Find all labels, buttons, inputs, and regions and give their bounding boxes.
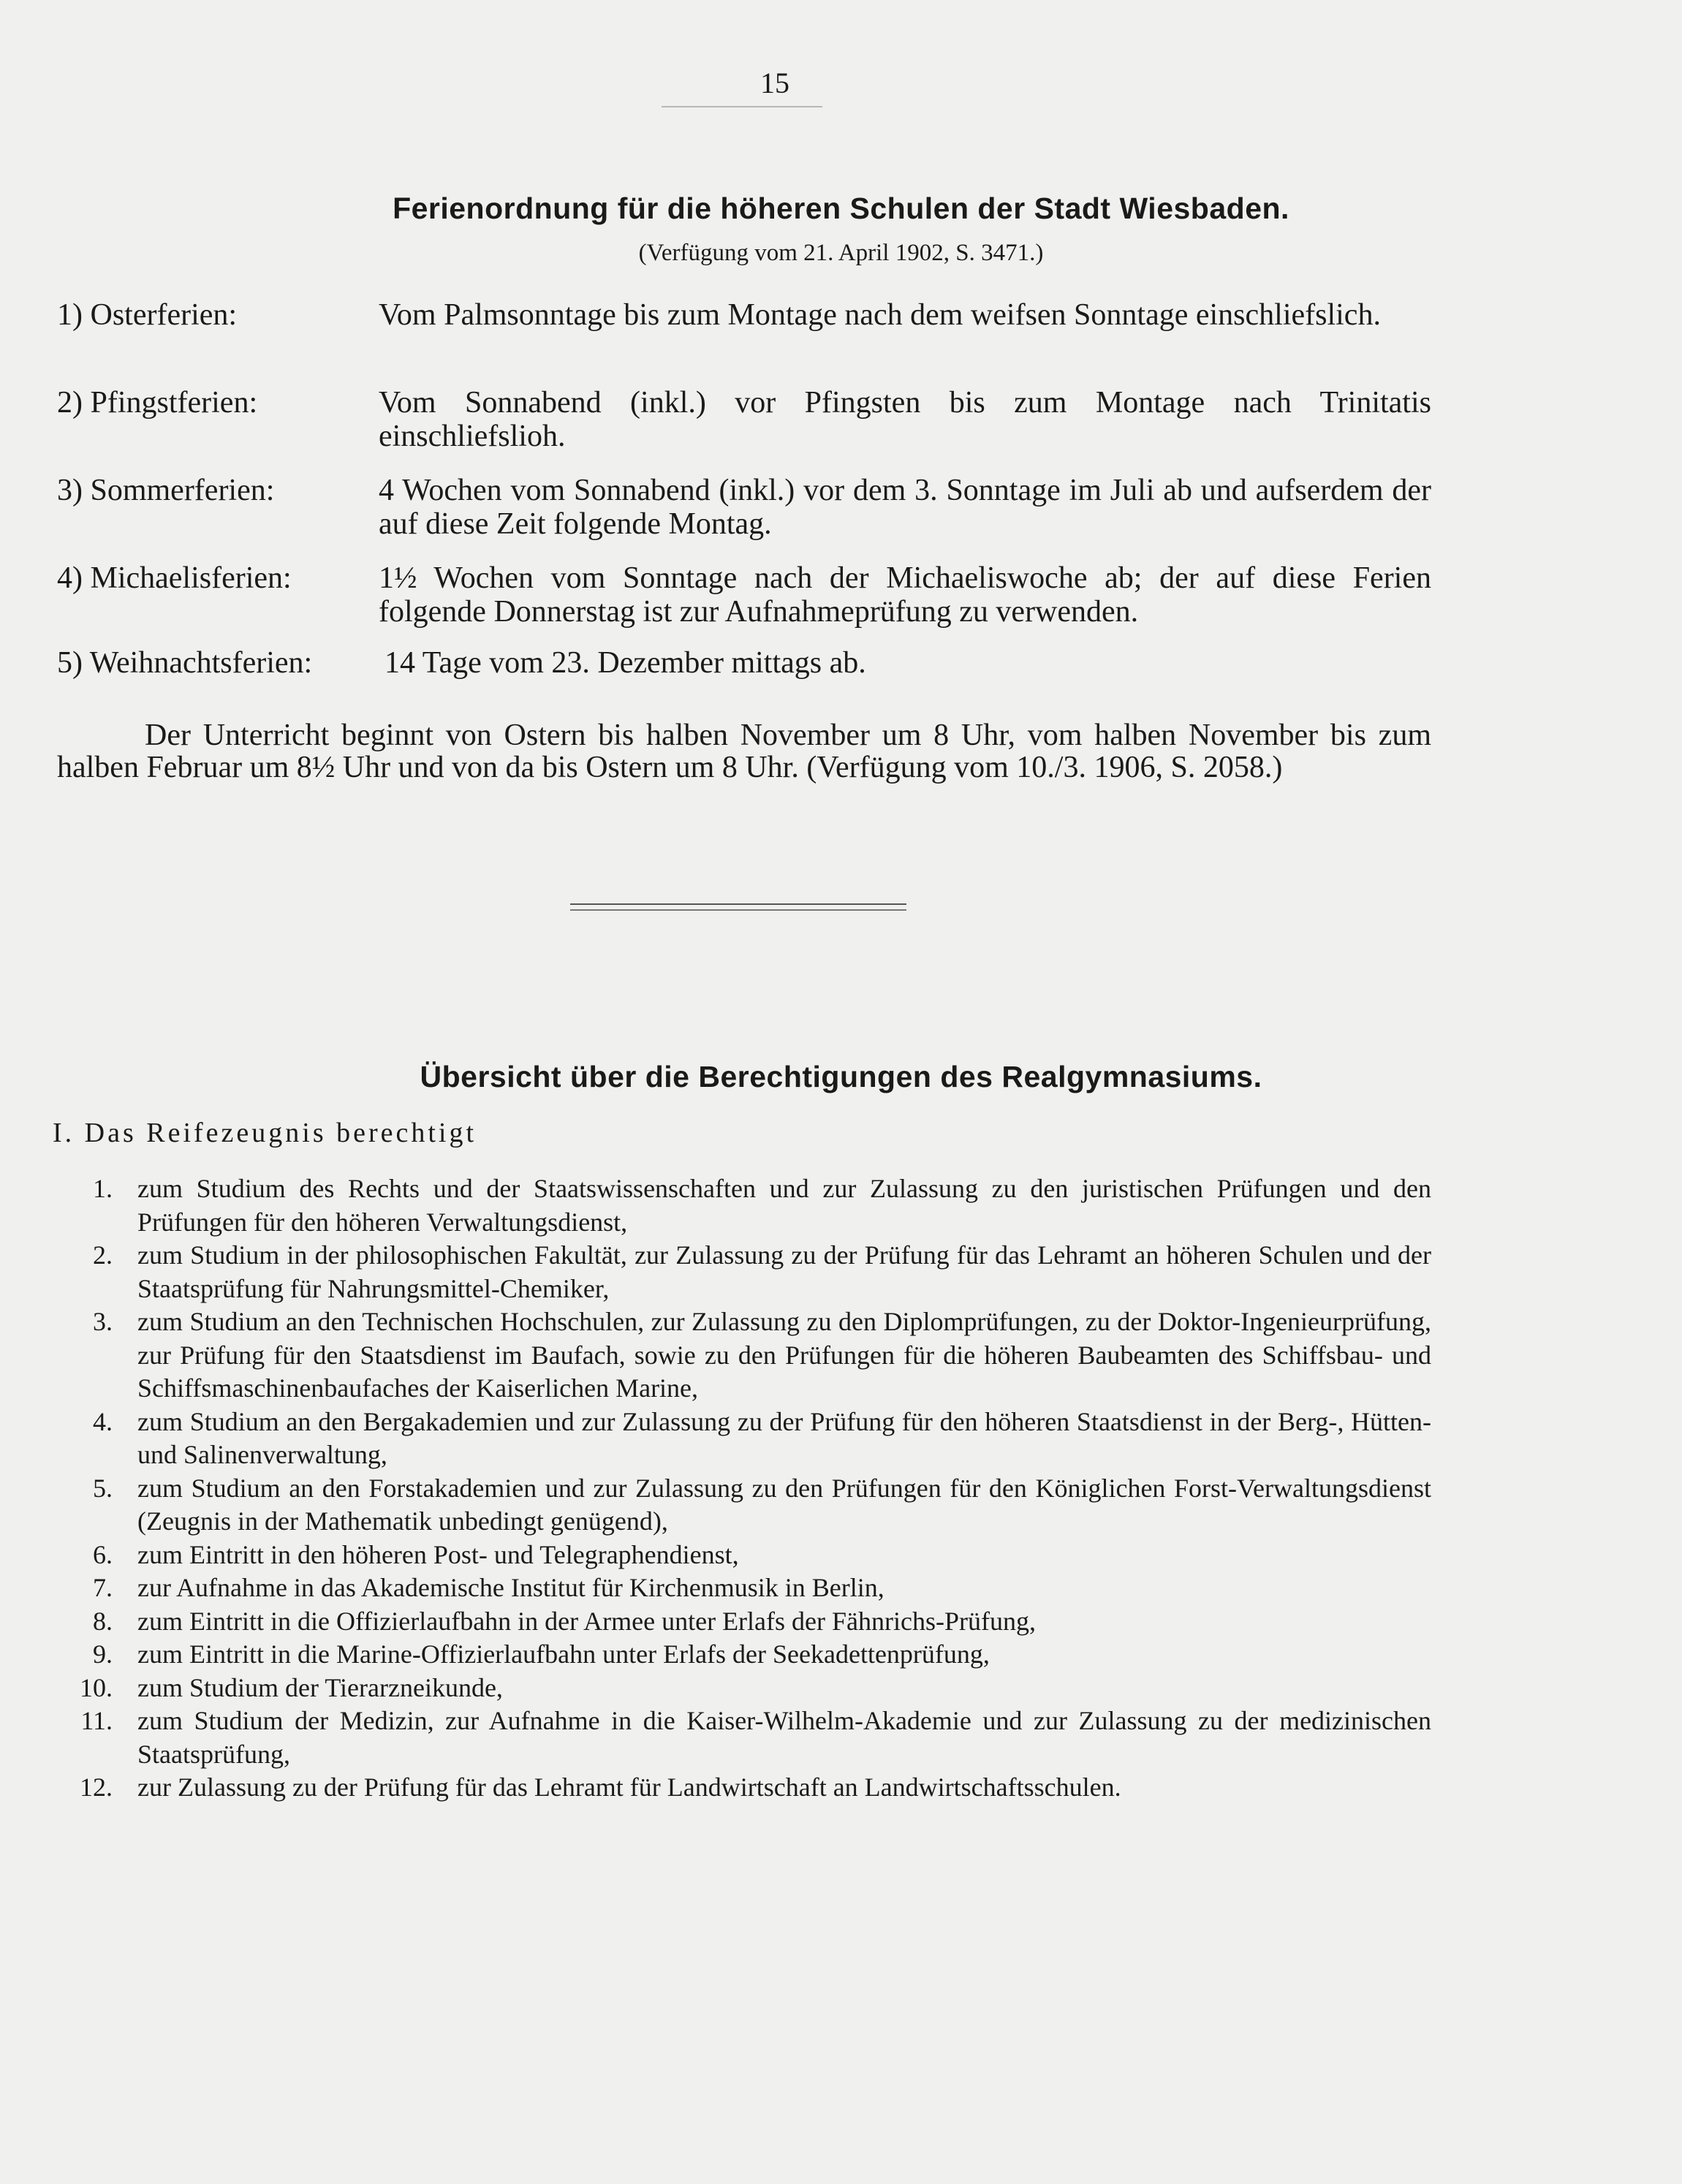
list-item-text: zur Aufnahme in das Akademische Institut für Kirchenmusik in Berlin,	[137, 1573, 884, 1602]
list-item-number: 2.	[93, 1240, 113, 1270]
schedule-note: Der Unterricht beginnt von Ostern bis halben November um 8 Uhr, vom halben November bis zum halben Februar um 8½ Uhr und von da bis Ostern um 8 Uhr. (Verfügung vom 10./3. 1906, S. 2058.)	[57, 718, 1431, 784]
ferien-label: 5) Weihnachtsferien:	[57, 646, 313, 680]
list-item	[57, 1771, 1431, 1805]
list-item-text: zum Studium der Tierarzneikunde,	[137, 1672, 503, 1702]
list-item	[57, 1172, 1431, 1239]
ferien-label: 4) Michaelisferien:	[57, 561, 292, 595]
list-item-number: 9.	[93, 1639, 113, 1669]
list-item	[57, 1672, 1431, 1705]
list-item-number: 12.	[80, 1772, 113, 1802]
list-item	[57, 1705, 1431, 1771]
list-item	[57, 1305, 1431, 1406]
list-item	[57, 1472, 1431, 1539]
list-item-text: zum Eintritt in die Offizierlaufbahn in der Armee unter Erlafs der Fähnrichs-Prüfung,	[137, 1606, 1036, 1636]
ferien-text: 1½ Wochen vom Sonntage nach der Michaeliswoche ab; der auf diese Ferien folgende Donnerstag ist zur Aufnahmeprüfung zu verwenden.	[379, 561, 1431, 629]
berechtigungen-intro: I. Das Reifezeugnis berechtigt	[53, 1118, 477, 1148]
list-item-number: 3.	[93, 1307, 113, 1336]
list-item-number: 11.	[80, 1706, 113, 1735]
ferien-text: Vom Palmsonntage bis zum Montage nach dem weifsen Sonntage einschliefslich.	[379, 298, 1381, 332]
list-item	[57, 1406, 1431, 1472]
list-item-text: zum Studium des Rechts und der Staatswissenschaften und zur Zulassung zu den juristischen Prüfungen und den Prüfungen für den höheren Verwaltungsdienst,	[137, 1174, 1431, 1237]
berechtigungen-title: Übersicht über die Berechtigungen des Realgymnasiums.	[420, 1060, 1262, 1093]
list-item-text: zum Studium an den Technischen Hochschulen, zur Zulassung zu den Diplomprüfungen, zu der Doktor-Ingenieurprüfung, zur Prüfung für den Staatsdienst im Baufach, sowie zu den Prüfungen für die höheren Baubeamten des Schiffsbau- und Schiffsmaschinenbaufaches der Kaiserlichen Marine,	[137, 1307, 1431, 1403]
list-item-number: 8.	[93, 1606, 113, 1636]
list-item-text: zum Studium an den Bergakademien und zur Zulassung zu der Prüfung für den höheren Staatsdienst in der Berg-, Hütten- und Salinenverwaltung,	[137, 1406, 1431, 1469]
ferien-label: 2) Pfingstferien:	[57, 386, 258, 420]
ferien-text: Vom Sonnabend (inkl.) vor Pfingsten bis zum Montage nach Trinitatis einschliefslioh.	[379, 386, 1431, 453]
list-item-text: zum Studium der Medizin, zur Aufnahme in die Kaiser-Wilhelm-Akademie und zur Zulassung zu der medizinischen Staatsprüfung,	[137, 1706, 1431, 1769]
list-item-number: 6.	[93, 1539, 113, 1569]
list-item-text: zum Eintritt in die Marine-Offizierlaufbahn unter Erlafs der Seekadettenprüfung,	[137, 1639, 990, 1669]
list-item-number: 5.	[93, 1473, 113, 1503]
list-item-text: zum Studium in der philosophischen Fakultät, zur Zulassung zu der Prüfung für das Lehramt an höheren Schulen und der Staatsprüfung für Nahrungsmittel-Chemiker,	[137, 1240, 1431, 1303]
page-number-rule	[662, 106, 822, 107]
list-item-text: zur Zulassung zu der Prüfung für das Lehramt für Landwirtschaft an Landwirtschaftsschulen.	[137, 1772, 1121, 1802]
section-separator	[570, 903, 906, 911]
ferien-title: Ferienordnung für die höheren Schulen der Stadt Wiesbaden.	[393, 192, 1289, 225]
ferien-text: 4 Wochen vom Sonnabend (inkl.) vor dem 3. Sonntage im Juli ab und aufserdem der auf diese Zeit folgende Montag.	[379, 474, 1431, 541]
list-item	[57, 1571, 1431, 1605]
ferien-label: 1) Osterferien:	[57, 298, 238, 332]
list-item-text: zum Eintritt in den höheren Post- und Telegraphendienst,	[137, 1539, 739, 1569]
list-item-number: 10.	[80, 1672, 113, 1702]
list-item-number: 4.	[93, 1406, 113, 1436]
ferien-text: 14 Tage vom 23. Dezember mittags ab.	[384, 646, 866, 680]
list-item	[57, 1605, 1431, 1639]
ferien-label: 3) Sommerferien:	[57, 474, 275, 507]
ferien-reference: (Verfügung vom 21. April 1902, S. 3471.)	[638, 240, 1044, 266]
list-item	[57, 1638, 1431, 1672]
page-number: 15	[760, 67, 789, 99]
list-item	[57, 1539, 1431, 1572]
list-item	[57, 1239, 1431, 1305]
berechtigungen-list	[57, 1172, 1431, 1805]
list-item-text: zum Studium an den Forstakademien und zur Zulassung zu den Prüfungen für den Königlichen Forst-Verwaltungsdienst (Zeugnis in der Mathematik unbedingt genügend),	[137, 1473, 1431, 1536]
list-item-number: 1.	[93, 1174, 113, 1203]
list-item-number: 7.	[93, 1573, 113, 1602]
